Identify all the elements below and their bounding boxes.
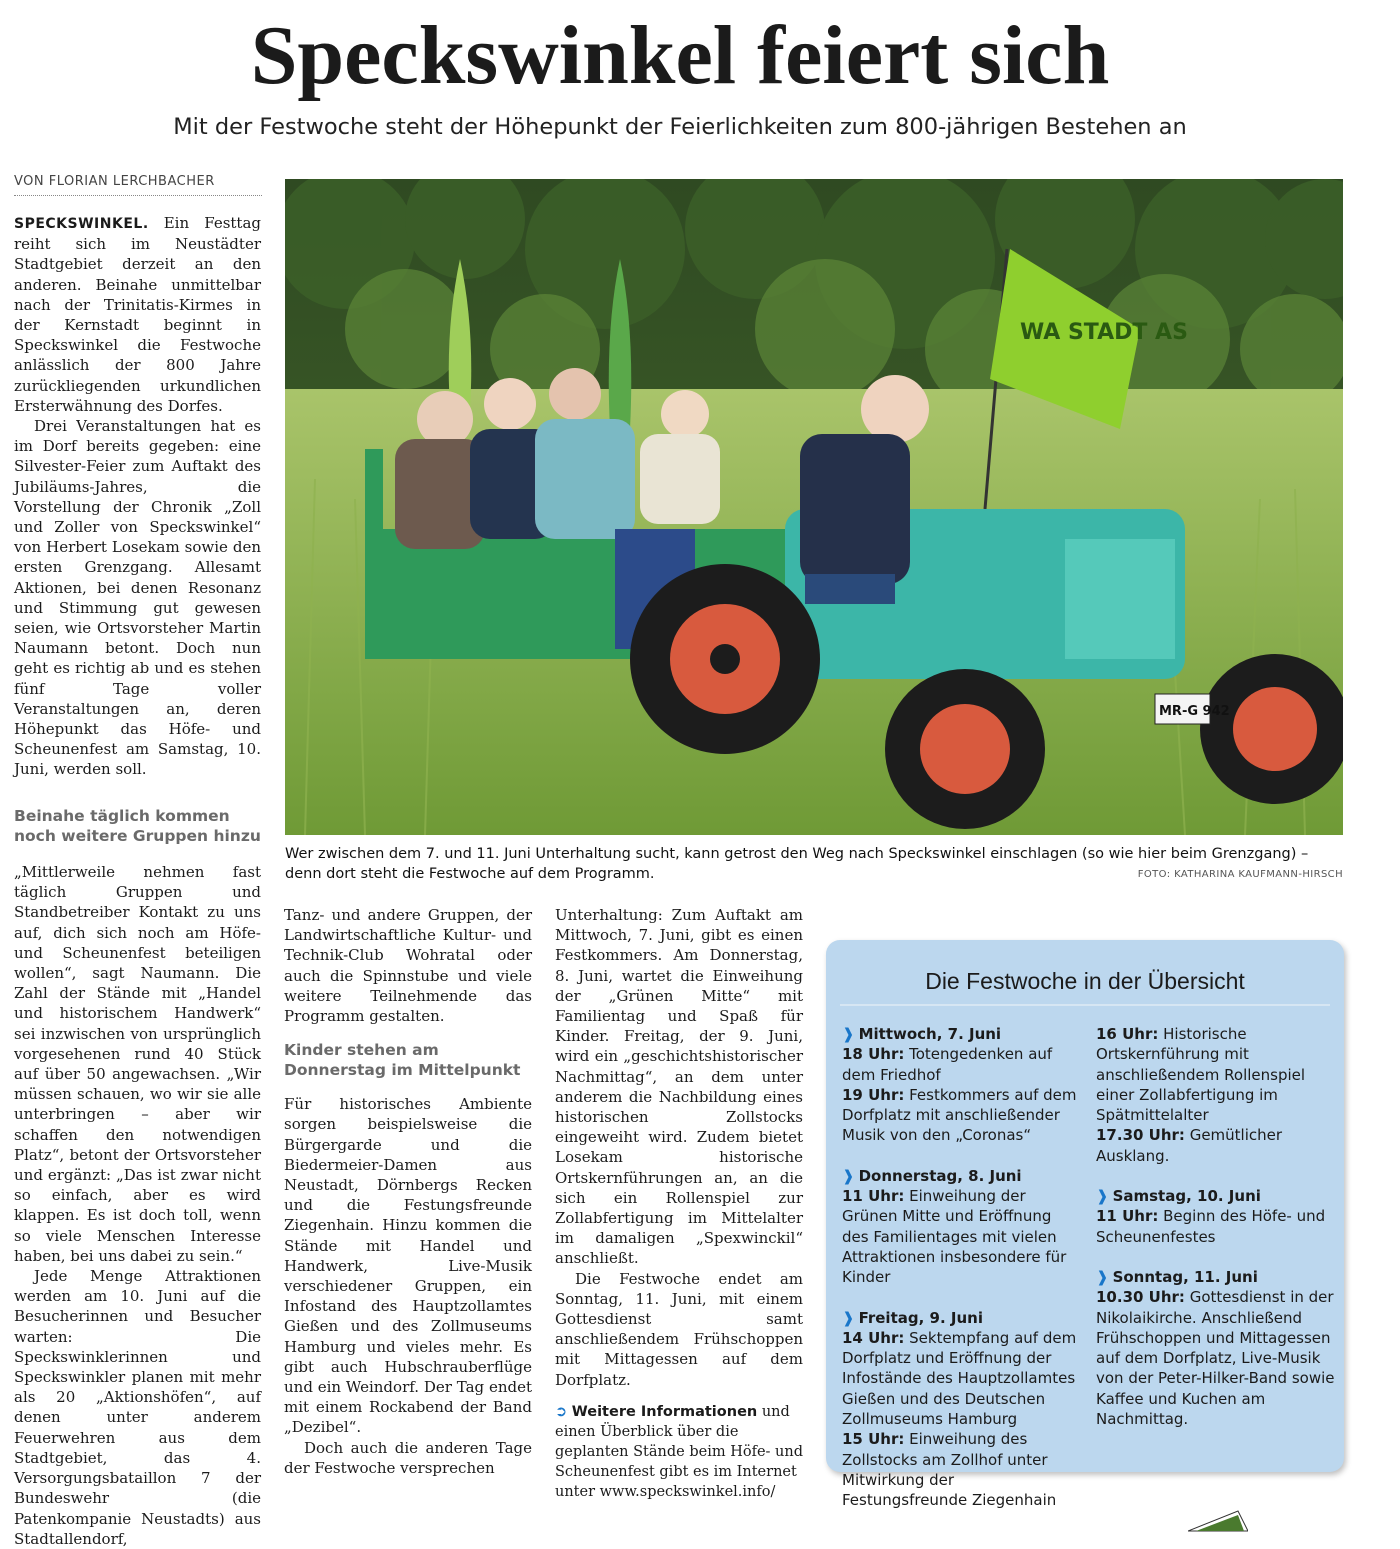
- schedule-event: 18 Uhr: Totengedenken auf dem Friedhof: [842, 1045, 1053, 1084]
- chevron-right-icon: ❱: [842, 1308, 855, 1327]
- schedule-day: ❱ Samstag, 10. Juni: [1096, 1187, 1261, 1206]
- subtitle: Kinder stehen am Donnerstag im Mittelpunkt: [284, 1041, 521, 1080]
- photo-credit: FOTO: KATHARINA KAUFMANN-HIRSCH: [1137, 869, 1343, 880]
- schedule-day: ❱ Sonntag, 11. Juni: [1096, 1267, 1258, 1286]
- schedule-column-right: [1096, 1024, 1336, 1429]
- schedule-day: ❱ Mittwoch, 7. Juni: [842, 1025, 1002, 1043]
- article-column-1-top: [14, 213, 261, 780]
- license-plate: MR-G 942: [1159, 704, 1230, 719]
- paragraph: [14, 213, 261, 416]
- paragraph: Drei Veranstaltungen hat es im Dorf bereits gegeben: eine Silvester-Feier zum Auftakt des Jubiläums-Jahres, die Vorstellung der Chronik „Zoll und Zoller von Speckswinkel“ von Herbert Losekam sowie den ersten Grenzgang. Allesamt Aktionen, bei denen Resonanz und Stimmung gut gewesen seien, wie Ortsvorsteher Martin Naumann betont. Doch nun geht es richtig ab und es stehen fünf Tage voller Veranstaltungen an, deren Höhepunkt das Höfe- und Scheunenfest am Samstag, 10. Juni, werden soll.: [14, 417, 261, 779]
- headline: Speckswinkel feiert sich: [250, 9, 1110, 102]
- byline: VON FLORIAN LERCHBACHER: [14, 174, 262, 196]
- chevron-right-icon: ❱: [1096, 1267, 1109, 1286]
- schedule-day: ❱ Freitag, 9. Juni: [842, 1308, 983, 1327]
- schedule-event: 19 Uhr: Festkommers auf dem Dorfplatz mit anschließender Musik von den „Coronas“: [842, 1085, 1077, 1145]
- paragraph: Die Festwoche endet am Sonntag, 11. Juni, mit einem Gottesdienst samt anschließendem Frühschoppen mit Mittagessen auf dem Dorfplatz.: [555, 1269, 803, 1389]
- photo-illustration: [285, 179, 1343, 835]
- subheadline: Mit der Festwoche steht der Höhepunkt der Feierlichkeiten zum 800-jährigen Bestehen an: [173, 114, 1187, 140]
- paragraph: Für historisches Ambiente sorgen beispielsweise die Bürgergarde und die Biedermeier-Damen aus Neustadt, Dörnbergs Recken und die Festungsfreunde Ziegenhain. Hinzu kommen die Stände mit Handel und Handwerk, Live-Musik verschiedener Gruppen, ein Infostand des Hauptzollamtes Gießen und des Zollmuseums Hamburg und vieles mehr. Es gibt auch Hubschrauberflüge und ein Weindorf. Der Tag endet mit einem Rockabend der Band „Dezibel“.: [284, 1095, 532, 1437]
- article-column-3: [555, 905, 803, 1502]
- info-lead: Weitere Informationen: [571, 1403, 758, 1420]
- paragraph: Unterhaltung: Zum Auftakt am Mittwoch, 7. Juni, gibt es einen Festkommers. Am Donnerstag, 8. Juni, wartet die Einweihung der „Grünen Mitte“ mit Familientag und Spaß für Kinder. Freitag, der 9. Juni, wird ein „geschichtshistorischer Nachmittag“, an dem unter anderem die Nachbildung eines historischen Zollstocks eingeweiht wird. Zudem bietet Losekam historische Ortskernführungen an, an die sich ein Rollenspiel zur Zollabfertigung im Mittelalter im damaligen „Spexwinckil“ anschließt.: [555, 906, 803, 1268]
- schedule-event: 14 Uhr: Sektempfang auf dem Dorfplatz und Eröffnung der Infostände des Hauptzollamtes Gießen und des Deutschen Zollmuseums Hamburg: [842, 1328, 1077, 1429]
- schedule-event: 11 Uhr: Einweihung der Grünen Mitte und Eröffnung des Familientages mit vielen Attraktionen insbesondere für Kinder: [842, 1187, 1067, 1287]
- chevron-right-icon: ❱: [842, 1025, 855, 1043]
- next-article-photo-corner: [1188, 1506, 1248, 1536]
- flag-text: WA STADT AS: [1020, 320, 1188, 345]
- article-column-1-bottom: [14, 862, 261, 1549]
- paragraph: Tanz- und andere Gruppen, der Landwirtschaftliche Kultur- und Technik-Club Wohratal oder auch die Spinnstube und viele weitere Teilnehmende das Programm gestalten.: [284, 906, 532, 1026]
- subtitle: Beinahe täglich kommen noch weitere Gruppen hinzu: [14, 807, 261, 845]
- paragraph-text: Ein Festtag reiht sich im Neustädter Stadtgebiet derzeit an den anderen. Beinahe unmittelbar nach der Trinitatis-Kirmes in der Kernstadt beginnt in Speckswinkel die Festwoche anlässlich der 800 Jahre zurückliegenden urkundlichen Ersterwähnung des Dorfes.: [14, 214, 261, 415]
- dateline: SPECKSWINKEL.: [14, 216, 149, 232]
- info-text: und einen Überblick über die geplanten Stände beim Höfe- und Scheunenfest gibt es im Internet unter www.speckswinkel.info/: [555, 1403, 803, 1500]
- schedule-event: 11 Uhr: Beginn des Höfe- und Scheunenfestes: [1096, 1207, 1326, 1246]
- paragraph: „Mittlerweile nehmen fast täglich Gruppen und Standbetreiber Kontakt zu uns auf, dich sich noch am Höfe- und Scheunenfest beteiligen wollen“, sagt Naumann. Die Zahl der Stände mit „Handel und historischem Handwerk“ sei inzwischen von ursprünglich vorgesehenen rund 40 Stück auf über 50 angewachsen. „Wir müssen schauen, wo wir sie alle unterbringen – aber wir schaffen den notwendigen Platz“, betont der Ortsvorsteher und ergänzt: „Das ist zwar nicht so einfach, aber es wird klappen. Es ist doch toll, wenn so viele Menschen Interesse haben, bei uns dabei zu sein.“: [14, 863, 261, 1265]
- paragraph: Jede Menge Attraktionen werden am 10. Juni auf die Besucherinnen und Besucher warten: Die Speckswinklerinnen und Speckswinkler planen mit mehr als 20 „Aktionshöfen“, auf denen unter anderem Feuerwehren aus dem Stadtgebiet, das 4. Versorgungsbataillon 7 der Bundeswehr (die Patenkompanie Neustadts) aus Stadtallendorf,: [14, 1267, 261, 1548]
- arrow-circle-icon: ➲: [555, 1403, 568, 1420]
- info-note: [555, 1402, 803, 1502]
- schedule-box: [826, 940, 1344, 1510]
- chevron-right-icon: ❱: [1096, 1187, 1109, 1206]
- photo-tractor: [285, 179, 1343, 835]
- schedule-event: 15 Uhr: Einweihung des Zollstocks am Zollhof unter Mitwirkung der Festungsfreunde Ziegenhain: [842, 1430, 1057, 1510]
- photo-caption: Wer zwischen dem 7. und 11. Juni Unterhaltung sucht, kann getrost den Weg nach Speckswinkel einschlagen (so wie hier beim Grenzgang) – denn dort steht die Festwoche auf dem Programm.: [285, 846, 1309, 882]
- schedule-title: Die Festwoche in der Übersicht: [840, 966, 1330, 1006]
- schedule-day: ❱ Donnerstag, 8. Juni: [842, 1166, 1022, 1185]
- article-column-2: [284, 905, 532, 1478]
- schedule-event: 17.30 Uhr: Gemütlicher Ausklang.: [1096, 1126, 1283, 1165]
- schedule-event: 16 Uhr: Historische Ortskernführung mit anschließendem Rollenspiel einer Zollabfertigung im Spätmittelalter: [1096, 1025, 1306, 1125]
- paragraph: Doch auch die anderen Tage der Festwoche versprechen: [284, 1438, 532, 1477]
- chevron-right-icon: ❱: [842, 1166, 855, 1185]
- schedule-event: 10.30 Uhr: Gottesdienst in der Nikolaikirche. Anschließend Frühschoppen und Mittagessen auf dem Dorfplatz, Live-Musik von der Peter-Hilker-Band sowie Kaffee und Kuchen am Nachmittag.: [1096, 1288, 1335, 1429]
- schedule-column-left: [842, 1024, 1082, 1511]
